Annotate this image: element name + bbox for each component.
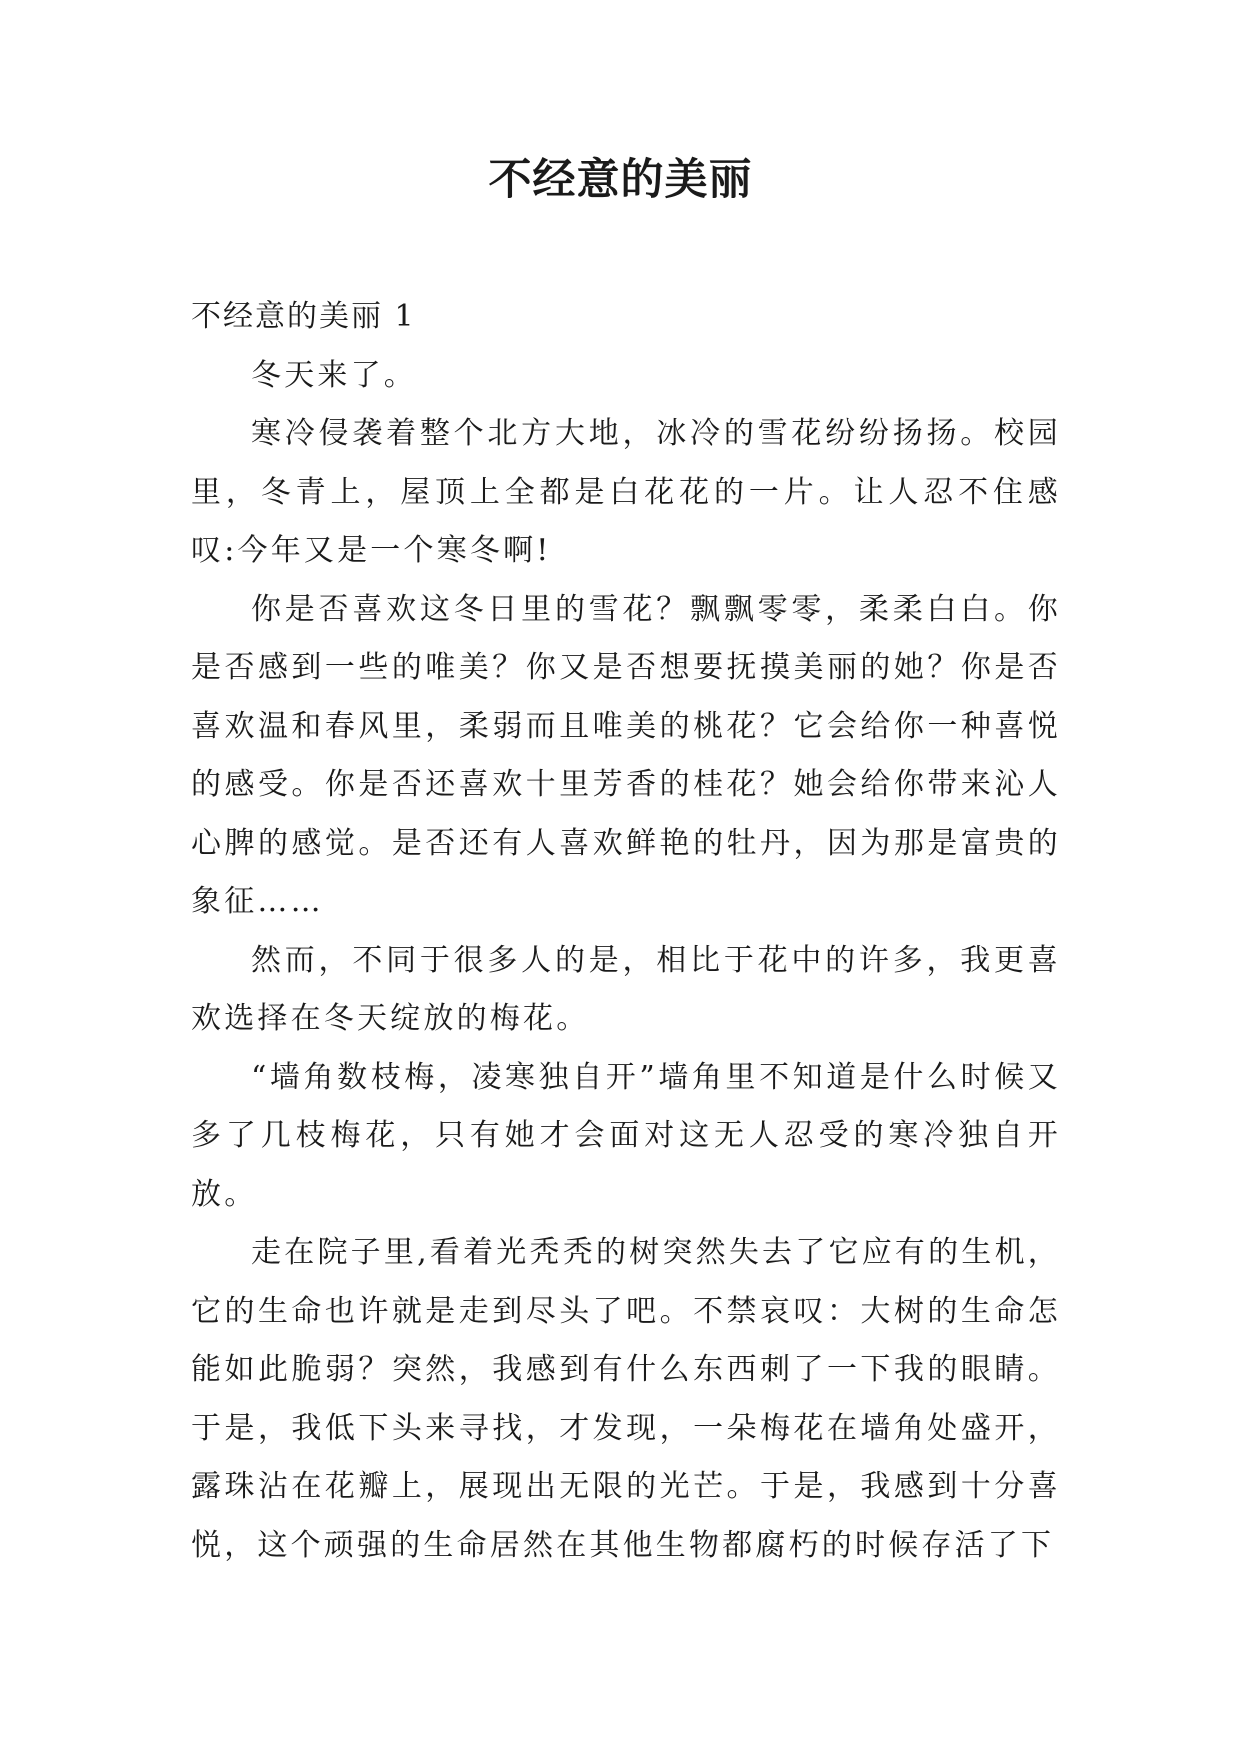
paragraph-2: 寒冷侵袭着整个北方大地，冰冷的雪花纷纷扬扬。校园里，冬青上，屋顶上全都是白花花的一片。让人忍不住感叹:今年又是一个寒冬啊! [191, 416, 1061, 568]
paragraph-1: 冬天来了。 [251, 357, 417, 393]
paragraph-6: 走在院子里,看着光秃秃的树突然失去了它应有的生机，它的生命也许就是走到尽头了吧。不禁哀叹：大树的生命怎能如此脆弱？突然，我感到有什么东西刺了一下我的眼睛。于是，我低下头来寻找，才发现，一朵梅花在墙角处盛开，露珠沾在花瓣上，展现出无限的光芒。于是，我感到十分喜悦，这个顽强的生命居然在其他生物都腐朽的时候存活了下 [191, 1235, 1061, 1563]
document-title: 不经意的美丽 [488, 155, 753, 205]
paragraph-3: 你是否喜欢这冬日里的雪花？飘飘零零，柔柔白白。你是否感到一些的唯美？你又是否想要抚摸美丽的她？你是否喜欢温和春风里，柔弱而且唯美的桃花？它会给你一种喜悦的感受。你是否还喜欢十里芳香的桂花？她会给你带来沁人心脾的感觉。是否还有人喜欢鲜艳的牡丹，因为那是富贵的象征…… [191, 591, 1061, 919]
section-heading: 不经意的美丽 1 [191, 299, 416, 334]
paragraph-4: 然而，不同于很多人的是，相比于花中的许多，我更喜欢选择在冬天绽放的梅花。 [191, 942, 1061, 1036]
document-body [191, 288, 1061, 1575]
paragraph-5: “墙角数枝梅，凌寒独自开”墙角里不知道是什么时候又多了几枝梅花，只有她才会面对这无人忍受的寒冷独自开放。 [191, 1059, 1061, 1212]
